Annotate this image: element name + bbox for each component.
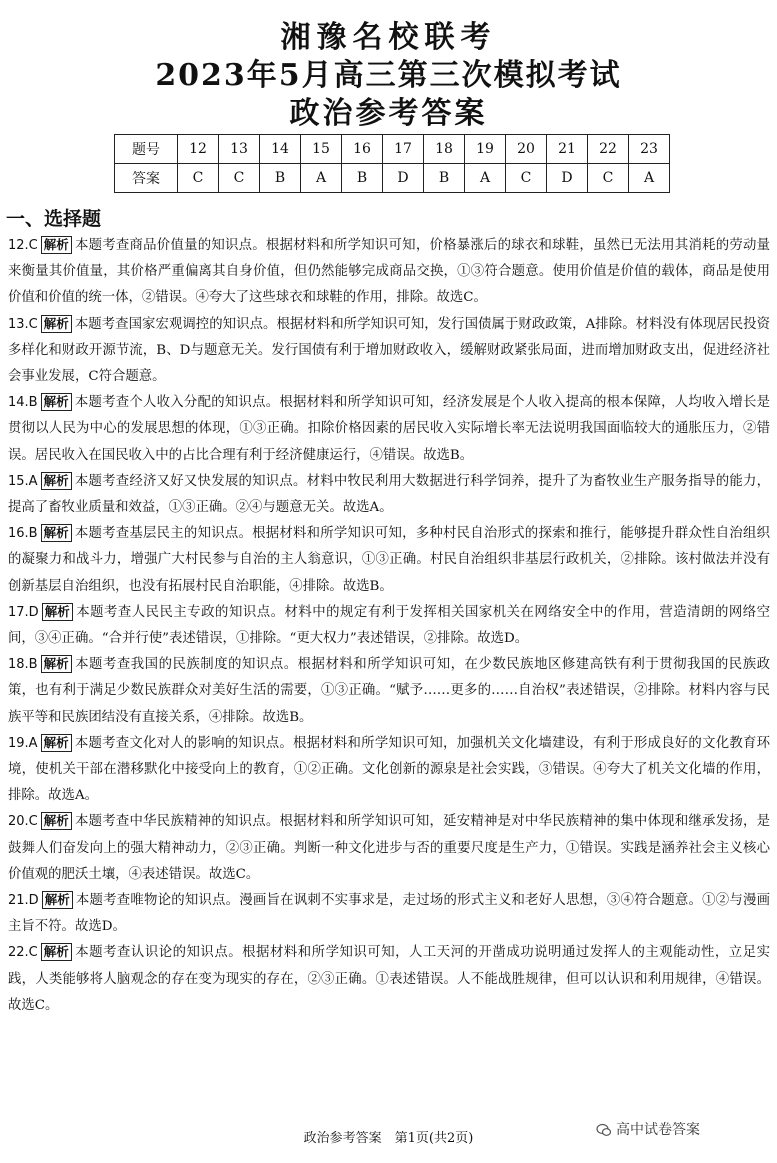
explanation-item bbox=[8, 390, 770, 469]
item-text: 本题考查我国的民族制度的知识点。根据材料和所学知识可知，在少数民族地区修建高铁有利于贯彻我国的民族政策，也有利于满足少数民族群众对美好生活的需要，①③正确。“赋予……更多的……自治权”表述错误，②排除。材料内容与民族平等和民族团结没有直接关系，④排除。故选B。 bbox=[8, 657, 770, 725]
analysis-tag: 解析 bbox=[41, 393, 72, 411]
question-number-cell: 16 bbox=[342, 135, 383, 164]
explanation-item bbox=[8, 600, 770, 652]
question-number-cell: 21 bbox=[547, 135, 588, 164]
analysis-tag: 解析 bbox=[41, 472, 72, 490]
document-title: 政治参考答案 bbox=[289, 96, 488, 131]
item-number: 13.C bbox=[8, 316, 38, 332]
analysis-tag: 解析 bbox=[41, 655, 72, 673]
analysis-tag: 解析 bbox=[42, 603, 73, 621]
explanation-item bbox=[8, 521, 770, 600]
question-number-cell: 19 bbox=[465, 135, 506, 164]
analysis-tag: 解析 bbox=[41, 315, 72, 333]
answer-cell: A bbox=[629, 164, 670, 193]
answer-cell: C bbox=[178, 164, 219, 193]
explanation-item bbox=[8, 469, 770, 521]
exam-name-title: 2023年5月高三第三次模拟考试 bbox=[155, 58, 622, 93]
item-number: 18.B bbox=[8, 657, 38, 673]
analysis-tag: 解析 bbox=[42, 891, 73, 909]
item-number: 22.C bbox=[8, 945, 38, 961]
answer-cell: A bbox=[465, 164, 506, 193]
answer-cell: C bbox=[506, 164, 547, 193]
answer-table-answer-row bbox=[115, 164, 670, 193]
explanation-item bbox=[8, 809, 770, 888]
watermark-text: 高中试卷答案 bbox=[616, 1122, 700, 1138]
analysis-tag: 解析 bbox=[41, 734, 72, 752]
source-watermark bbox=[596, 1119, 700, 1139]
answer-cell: C bbox=[219, 164, 260, 193]
item-text: 本题考查个人收入分配的知识点。根据材料和所学知识可知，经济发展是个人收入提高的根本保障，人均收入增长是贯彻以人民为中心的发展思想的体现，①③正确。扣除价格因素的居民收入实际增长率无法说明我国面临较大的通胀压力，②错误。居民收入在国民收入中的占比合理有利于经济健康运行，④错误。故选B。 bbox=[8, 395, 770, 463]
item-number: 20.C bbox=[8, 814, 38, 830]
item-text: 本题考查商品价值量的知识点。根据材料和所学知识可知，价格暴涨后的球衣和球鞋，虽然已无法用其消耗的劳动量来衡量其价值量，其价格严重偏离其自身价值，但仍然能够完成商品交换，①③符合题意。使用价值是价值的载体，商品是使用价值和价值的统一体，②错误。④夸大了这些球衣和球鞋的作用，排除。故选C。 bbox=[8, 238, 770, 306]
analysis-tag: 解析 bbox=[41, 524, 72, 542]
row-label-answer: 答案 bbox=[115, 164, 178, 193]
question-number-cell: 20 bbox=[506, 135, 547, 164]
explanation-item bbox=[8, 731, 770, 810]
explanation-item bbox=[8, 233, 770, 312]
chat-bubble-icon bbox=[596, 1122, 612, 1138]
analysis-tag: 解析 bbox=[41, 812, 72, 830]
row-label-number: 题号 bbox=[115, 135, 178, 164]
explanation-item bbox=[8, 652, 770, 731]
item-text: 本题考查唯物论的知识点。漫画旨在讽刺不实事求是，走过场的形式主义和老好人思想，③④符合题意。①②与漫画主旨不符。故选D。 bbox=[8, 893, 770, 935]
item-number: 19.A bbox=[8, 735, 38, 751]
item-number: 17.D bbox=[8, 604, 39, 620]
item-number: 14.B bbox=[8, 395, 38, 411]
answer-cell: D bbox=[547, 164, 588, 193]
answer-cell: B bbox=[424, 164, 465, 193]
answer-cell: A bbox=[301, 164, 342, 193]
answer-cell: B bbox=[342, 164, 383, 193]
item-text: 本题考查人民民主专政的知识点。材料中的规定有利于发挥相关国家机关在网络安全中的作用，营造清朗的网络空间，③④正确。“合并行使”表述错误，①排除。“更大权力”表述错误，②排除。故选D。 bbox=[8, 604, 770, 647]
item-number: 21.D bbox=[8, 893, 39, 909]
section-heading: 一、选择题 bbox=[6, 208, 102, 230]
question-number-cell: 23 bbox=[629, 135, 670, 164]
item-number: 12.C bbox=[8, 238, 38, 253]
item-text: 本题考查文化对人的影响的知识点。根据材料和所学知识可知，加强机关文化墙建设，有利于形成良好的文化教育环境，使机关干部在潜移默化中接受向上的教育，①②正确。文化创新的源泉是社会实践，③错误。④夸大了机关文化墙的作用，排除。故选A。 bbox=[8, 735, 770, 804]
answer-cell: C bbox=[588, 164, 629, 193]
answer-table bbox=[114, 134, 670, 193]
item-text: 本题考查认识论的知识点。根据材料和所学知识可知，人工天河的开凿成功说明通过发挥人的主观能动性，立足实践，人类能够将人脑观念的存在变为现实的存在，②③正确。①表述错误。人不能战胜规律，但可以认识和利用规律，④错误。故选C。 bbox=[8, 945, 770, 1013]
explanation-item bbox=[8, 940, 770, 1019]
explanations-list bbox=[8, 233, 770, 1019]
question-number-cell: 17 bbox=[383, 135, 424, 164]
exam-union-title: 湘豫名校联考 bbox=[280, 20, 497, 55]
question-number-cell: 13 bbox=[219, 135, 260, 164]
item-number: 16.B bbox=[8, 526, 38, 542]
answer-table-number-row bbox=[115, 135, 670, 164]
question-number-cell: 14 bbox=[260, 135, 301, 164]
question-number-cell: 12 bbox=[178, 135, 219, 164]
page-footer: 政治参考答案 第1页(共2页) bbox=[303, 1131, 474, 1146]
explanation-item bbox=[8, 312, 770, 391]
item-text: 本题考查国家宏观调控的知识点。根据材料和所学知识可知，发行国债属于财政政策，A排除。材料没有体现居民投资多样化和财政开源节流，B、D与题意无关。发行国债有利于增加财政收入，缓解财政紧张局面，进而增加财政支出，促进经济社会事业发展，C符合题意。 bbox=[8, 316, 770, 385]
item-text: 本题考查基层民主的知识点。根据材料和所学知识可知，多种村民自治形式的探索和推行，能够提升群众性自治组织的凝聚力和战斗力，增强广大村民参与自治的主人翁意识，①③正确。村民自治组织非基层行政机关，②排除。该村做法并没有创新基层自治组织，也没有拓展村民自治职能，④排除。故选B。 bbox=[8, 526, 770, 594]
explanation-item bbox=[8, 888, 770, 940]
analysis-tag: 解析 bbox=[41, 943, 72, 961]
item-text: 本题考查中华民族精神的知识点。根据材料和所学知识可知，延安精神是对中华民族精神的集中体现和继承发扬，是鼓舞人们奋发向上的强大精神动力，②③正确。判断一种文化进步与否的重要尺度是生产力，①错误。实践是涵养社会主义核心价值观的肥沃土壤，④表述错误。故选C。 bbox=[8, 814, 770, 882]
question-number-cell: 15 bbox=[301, 135, 342, 164]
question-number-cell: 18 bbox=[424, 135, 465, 164]
item-number: 15.A bbox=[8, 473, 38, 489]
analysis-tag: 解析 bbox=[41, 236, 72, 254]
answer-cell: B bbox=[260, 164, 301, 193]
answer-cell: D bbox=[383, 164, 424, 193]
item-text: 本题考查经济又好又快发展的知识点。材料中牧民利用大数据进行科学饲养，提升了为畜牧业生产服务指导的能力，提高了畜牧业质量和效益，①③正确。②④与题意无关。故选A。 bbox=[8, 473, 770, 516]
question-number-cell: 22 bbox=[588, 135, 629, 164]
